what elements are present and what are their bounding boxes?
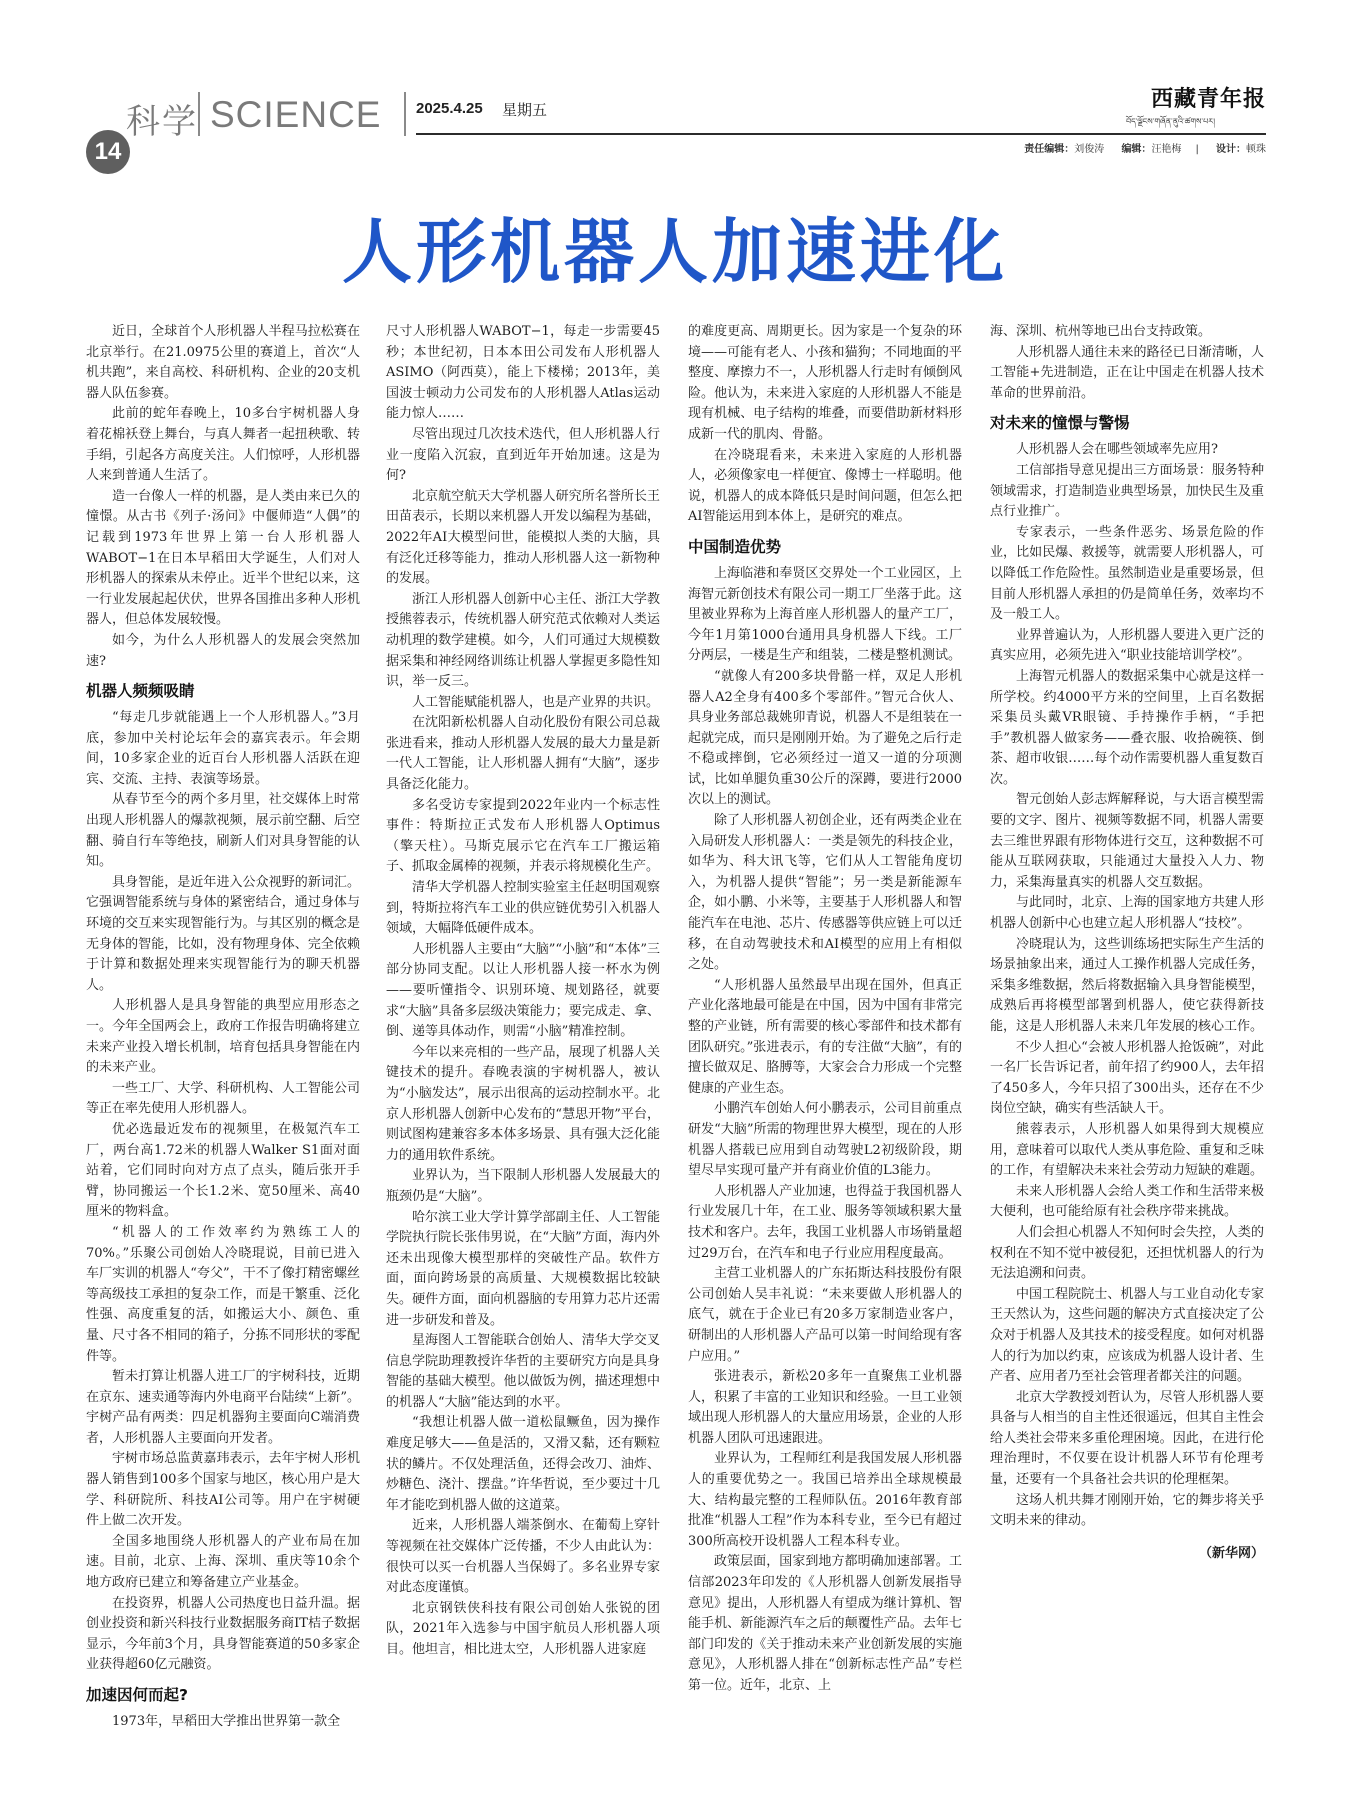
paragraph: 星海图人工智能联合创始人、清华大学交叉信息学院助理教授许华哲的主要研究方向是具身智能的基础大模型。他以做饭为例，描述理想中的机器人“大脑”能达到的水平。 xyxy=(386,1333,660,1410)
paragraph: 北京航空航天大学机器人研究所名誉所长王田苗表示，长期以来机器人开发以编程为基础，2022年AI大模型问世，能模拟人类的大脑，具有泛化迁移等能力，推动人形机器人这一新物种的发展。 xyxy=(386,488,660,587)
paragraph: 业界普遍认为，人形机器人要进入更广泛的真实应用，必须先进入“职业技能培训学校”。 xyxy=(990,627,1264,664)
paragraph: “人形机器人虽然最早出现在国外，但真正产业化落地最可能是在中国，因为中国有非常完整的产业链，所有需要的核心零部件和技术都有团队研究。”张进表示，有的专注做“大脑”，有的擅长做双足、胳膊等，大家会合力形成一个完整健康的产业生态。 xyxy=(688,977,962,1096)
subheading-why-accelerate: 加速因何而起? xyxy=(86,1686,188,1704)
paragraph: 此前的蛇年春晚上，10多台宇树机器人身着花棉袄登上舞台，与真人舞者一起扭秧歌、转手绢，引起各方高度关注。人们惊呼，人形机器人来到普通人生活了。 xyxy=(86,406,360,484)
column-3 xyxy=(688,322,962,1762)
paragraph: 近来，人形机器人端茶倒水、在葡萄上穿针等视频在社交媒体广泛传播，不少人由此认为：很快可以买一台机器人当保姆了。多名业界专家对此态度谨慎。 xyxy=(386,1518,660,1596)
newspaper-logo: 西藏青年报 xyxy=(1150,86,1266,112)
paragraph: 的难度更高、周期更长。因为家是一个复杂的环境——可能有老人、小孩和猫狗；不同地面的平整度、摩擦力不一，人形机器人行走时有倾倒风险。他认为，未来进入家庭的人形机器人不能是现有机械、电子结构的堆叠，而要借助新材料形成新一代的肌肉、骨骼。 xyxy=(688,324,962,442)
editor-label: 责任编辑： xyxy=(1024,144,1075,155)
paragraph: 上海智元机器人的数据采集中心就是这样一所学校。约4000平方米的空间里，上百名数据采集员头戴VR眼镜、手持操作手柄，“手把手”教机器人做家务——叠衣服、收拾碗筷、倒茶、超市收银……每个动作需要机器人重复数百次。 xyxy=(990,668,1264,787)
paragraph: 北京大学教授刘哲认为，尽管人形机器人要具备与人相当的自主性还很遥远，但其自主性会给人类社会带来多重伦理困境。因此，在进行伦理治理时，不仅要在设计机器人环节有伦理考量，还要有一个具备社会共识的伦理框架。 xyxy=(990,1389,1264,1488)
paragraph: 未来人形机器人会给人类工作和生活带来极大便利，也可能给原有社会秩序带来挑战。 xyxy=(990,1183,1264,1220)
issue-weekday: 星期五 xyxy=(502,101,548,119)
paragraph: 多名受访专家提到2022年业内一个标志性事件：特斯拉正式发布人形机器人Optimus（擎天柱）。马斯克展示它在汽车工厂搬运箱子、抓取金属棒的视频，并表示将规模化生产。 xyxy=(386,797,660,875)
paragraph: 浙江人形机器人创新中心主任、浙江大学教授熊蓉表示，传统机器人研究范式依赖对人类运动机理的数学建模。如今，人们可通过大规模数据采集和神经网络训练让机器人掌握更多隐性知识，举一反三。 xyxy=(386,591,660,690)
paragraph: 不少人担心“会被人形机器人抢饭碗”，对此一名厂长告诉记者，前年招了约900人，去年招了450多人，今年只招了300出头，还存在不少岗位空缺，确实有些活缺人干。 xyxy=(990,1039,1264,1117)
section-divider xyxy=(198,92,200,136)
paragraph: “就像人有200多块骨骼一样，双足人形机器人A2全身有400多个零部件。”智元合伙人、具身业务部总裁姚卯青说，机器人不是组装在一起就完成，而只是刚刚开始。为了避免之后行走不稳或摔倒，它必须经过一道又一道的分项测试，比如单腿负重30公斤的深蹲，要进行2000次以上的测试。 xyxy=(688,668,962,808)
subheading-robots-catch-eye: 机器人频频吸睛 xyxy=(86,682,195,701)
paragraph: 业界认为，当下限制人形机器人发展最大的瓶颈仍是“大脑”。 xyxy=(386,1168,660,1204)
paragraph: 在沈阳新松机器人自动化股份有限公司总裁张进看来，推动人形机器人发展的最大力量是新一代人工智能，让人形机器人拥有“大脑”，逐步具备泛化能力。 xyxy=(386,715,660,793)
subheading-china-manufacturing: 中国制造优势 xyxy=(688,537,782,556)
paragraph: 优必选最近发布的视频里，在极氪汽车工厂，两台高1.72米的机器人Walker S1面对面站着，它们同时向对方点了点头，随后张开手臂，协同搬运一个长1.2米、宽50厘米、高40厘米的物料盒。 xyxy=(86,1121,360,1220)
paragraph: 尽管出现过几次技术迭代，但人形机器人行业一度陷入沉寂，直到近年开始加速。这是为何? xyxy=(386,426,660,484)
paragraph: 业界认为，工程师红利是我国发展人形机器人的重要优势之一。我国已培养出全球规模最大、结构最完整的工程师队伍。2016年教育部批准“机器人工程”作为本科专业，至今已有超过300所高校开设机器人工程本科专业。 xyxy=(688,1451,962,1549)
section-title-cn: 科学 xyxy=(126,102,198,142)
paragraph: 政策层面，国家到地方都明确加速部署。工信部2023年印发的《人形机器人创新发展指导意见》提出，人形机器人有望成为继计算机、智能手机、新能源汽车之后的颠覆性产品。去年七部门印发的《关于推动未来产业创新发展的实施意见》，人形机器人排在“创新标志性产品”专栏第一位。近年，北京、上 xyxy=(688,1554,962,1693)
article-headline: 人形机器人加速进化 xyxy=(342,211,1008,293)
paragraph: 清华大学机器人控制实验室主任赵明国观察到，特斯拉将汽车工业的供应链优势引入机器人领域，大幅降低硬件成本。 xyxy=(386,880,660,937)
paragraph: 中国工程院院士、机器人与工业自动化专家王天然认为，这些问题的解决方式直接决定了公众对于机器人及其技术的接受程度。如何对机器人的行为加以约束，应该成为机器人设计者、生产者、应用者乃至社会管理者都关注的问题。 xyxy=(990,1286,1264,1385)
newspaper-logo-tibetan: བོད་ལྗོངས་གཞོན་ནུའི་ཚགས་པར། xyxy=(1126,117,1215,126)
paragraph: 人形机器人产业加速，也得益于我国机器人行业发展几十年，在工业、服务等领域积累大量技术和客户。去年，我国工业机器人市场销量超过29万台，在汽车和电子行业应用程度最高。 xyxy=(688,1183,962,1261)
paragraph: “我想让机器人做一道松鼠鳜鱼，因为操作难度足够大——鱼是活的，又滑又黏，还有颗粒状的鳞片。不仅处理活鱼，还得会改刀、油炸、炒糖色、浇汁、摆盘。”许华哲说，至少要过十几年才能吃到机器人做的这道菜。 xyxy=(386,1415,660,1513)
issue-date: 2025.4.25 xyxy=(416,100,483,117)
article-source: （新华网） xyxy=(1198,1545,1264,1561)
paragraph: 尺寸人形机器人WABOT−1，每走一步需要45秒；本世纪初，日本本田公司发布人形机器人ASIMO（阿西莫），能上下楼梯；2013年，美国波士顿动力公司发布的人形机器人Atlas运动能力惊人…… xyxy=(386,324,660,422)
editor2-name: 汪艳梅 xyxy=(1151,144,1182,155)
designer-name: 顿珠 xyxy=(1246,144,1266,155)
paragraph: 一些工厂、大学、科研机构、人工智能公司等正在率先使用人形机器人。 xyxy=(86,1080,360,1117)
design-label: 设计： xyxy=(1216,144,1246,155)
column-1 xyxy=(86,322,360,1762)
paragraph: “机器人的工作效率约为熟练工人的70%。”乐聚公司创始人冷晓琨说，目前已进入车厂实训的机器人“夸父”，干不了像打精密螺丝等高级技工承担的复杂工作，而是干繁重、泛化性强、高度重复的活，如搬运大小、颜色、重量、尺寸各不相同的箱子，分拣不同形状的零配件等。 xyxy=(86,1224,360,1364)
masthead xyxy=(86,86,1266,166)
page-number-badge: 14 xyxy=(86,130,130,174)
paragraph: 冷晓琨认为，这些训练场把实际生产生活的场景抽象出来，通过人工操作机器人完成任务，采集多维数据，然后将数据输入具身智能模型，成熟后再将模型部署到机器人，使它获得新技能，这是人形机器人未来几年发展的核心工作。 xyxy=(990,936,1264,1034)
paragraph: 哈尔滨工业大学计算学部副主任、人工智能学院执行院长张伟男说，在“大脑”方面，海内外还未出现像大模型那样的突破性产品。软件方面，面向跨场景的高质量、大规模数据比较缺失。硬件方面，面向机器脑的专用算力芯片还需进一步研发和普及。 xyxy=(386,1209,660,1328)
paragraph: 人形机器人通往未来的路径已日渐清晰，人工智能+先进制造，正在让中国走在机器人技术革命的世界前沿。 xyxy=(990,344,1264,401)
paragraph: 人工智能赋能机器人，也是产业界的共识。 xyxy=(412,694,660,710)
paragraph: 海、深圳、杭州等地已出台支持政策。 xyxy=(990,324,1212,339)
paragraph: 1973年，早稻田大学推出世界第一款全 xyxy=(112,1714,341,1729)
paragraph: 除了人形机器人初创企业，还有两类企业在入局研发人形机器人：一类是领先的科技企业，如华为、科大讯飞等，它们从人工智能角度切入，为机器人提供“智能”；另一类是新能源车企，如小鹏、小米等，主要基于人形机器人和智能汽车在电池、芯片、传感器等供应链上可以迁移，在自动驾驶技术和AI模型的应用上有相似之处。 xyxy=(688,813,962,973)
paragraph: 人形机器人会在哪些领域率先应用? xyxy=(1016,442,1218,458)
paragraph: 具身智能，是近年进入公众视野的新词汇。它强调智能系统与身体的紧密结合，通过身体与环境的交互来实现智能行为。与其区别的概念是无身体的智能，比如，没有物理身体、完全依赖于计算和数据处理来实现智能行为的聊天机器人。 xyxy=(86,874,360,993)
paragraph: 北京钢铁侠科技有限公司创始人张锐的团队，2021年入选参与中国宇航员人形机器人项目。他坦言，相比进太空，人形机器人进家庭 xyxy=(386,1600,660,1657)
paragraph: 人形机器人是具身智能的典型应用形态之一。今年全国两会上，政府工作报告明确将建立未来产业投入增长机制，培育包括具身智能在内的未来产业。 xyxy=(86,998,360,1076)
paragraph: 上海临港和奉贤区交界处一个工业园区，上海智元新创技术有限公司一期工厂坐落于此。这里被业界称为上海首座人形机器人的量产工厂，今年1月第1000台通用具身机器人下线。工厂分两层，一楼是生产和组装，二楼是整机测试。 xyxy=(688,565,962,664)
paragraph: 人形机器人主要由“大脑”“小脑”和“本体”三部分协同支配。以让人形机器人接一杯水为例——要听懂指令、识别环境、规划路径，就要求“大脑”具备多层级决策能力；要完成走、拿、倒、递等具体动作，则需“小脑”精准控制。 xyxy=(386,941,660,1040)
paragraph: 全国多地围绕人形机器人的产业布局在加速。目前，北京、上海、深圳、重庆等10余个地方政府已建立和筹备建立产业基金。 xyxy=(86,1533,360,1591)
paragraph: 与此同时，北京、上海的国家地方共建人形机器人创新中心也建立起人形机器人“技校”。 xyxy=(990,895,1264,932)
paragraph: 今年以来亮相的一些产品，展现了机器人关键技术的提升。春晚表演的宇树机器人，被认为“小脑发达”，展示出很高的运动控制水平。北京人形机器人创新中心发布的“慧思开物”平台，则试图构建兼容多本体多场景、具有强大泛化能力的通用软件系统。 xyxy=(386,1044,660,1163)
paragraph: 人们会担心机器人不知何时会失控，人类的权利在不知不觉中被侵犯，还担忧机器人的行为无法追溯和问责。 xyxy=(990,1224,1264,1282)
paragraph: 智元创始人彭志辉解释说，与大语言模型需要的文字、图片、视频等数据不同，机器人需要去三维世界跟有形物体进行交互，这种数据不可能从互联网获取，只能通过大量投入人力、物力，采集海量真实的机器人交互数据。 xyxy=(990,792,1264,890)
editor2-label: 编辑： xyxy=(1121,144,1152,155)
paragraph: 这场人机共舞才刚刚开始，它的舞步将关乎文明未来的律动。 xyxy=(990,1492,1264,1529)
paragraph: 熊蓉表示，人形机器人如果得到大规模应用，意味着可以取代人类从事危险、重复和乏味的工作，有望解决未来社会劳动力短缺的难题。 xyxy=(990,1121,1264,1179)
paragraph: “每走几步就能遇上一个人形机器人。”3月底，参加中关村论坛年会的嘉宾表示。年会期间，10多家企业的近百台人形机器人活跃在迎宾、交流、主持、表演等场景。 xyxy=(86,710,360,787)
section-title-en: SCIENCE xyxy=(210,94,382,135)
paragraph: 暂未打算让机器人进工厂的宇树科技，近期在京东、速卖通等海内外电商平台陆续“上新”。宇树产品有两类：四足机器狗主要面向C端消费者，人形机器人主要面向开发者。 xyxy=(86,1369,360,1446)
paragraph: 造一台像人一样的机器，是人类由来已久的憧憬。从古书《列子·汤问》中偃师造“人偶”的记载到1973年世界上第一台人形机器人WABOT−1在日本早稻田大学诞生，人们对人形机器人的探索从未停止。近半个世纪以来，这一行业发展起起伏伏，世界各国推出多种人形机器人，但总体发展较慢。 xyxy=(86,488,360,628)
paragraph: 从春节至今的两个多月里，社交媒体上时常出现人形机器人的爆款视频，展示前空翻、后空翻、骑自行车等绝技，刷新人们对具身智能的认知。 xyxy=(86,792,360,870)
article-body xyxy=(86,322,1266,1762)
paragraph: 主营工业机器人的广东拓斯达科技股份有限公司创始人吴丰礼说：“未来要做人形机器人的底气，就在于企业已有20多万家制造业客户，研制出的人形机器人产品可以第一时间给现有客户应用。” xyxy=(688,1266,962,1364)
paragraph: 如今，为什么人形机器人的发展会突然加速? xyxy=(86,632,360,669)
header-rule xyxy=(416,133,1266,135)
paragraph: 小鹏汽车创始人何小鹏表示，公司目前重点研发“大脑”所需的物理世界大模型，现在的人形机器人搭载已应用到自动驾驶L2初级阶段，期望尽早实现可量产并有商业价值的L3能力。 xyxy=(688,1101,962,1179)
section-divider-right xyxy=(404,92,406,136)
paragraph: 专家表示，一些条件恶劣、场景危险的作业，比如民爆、救援等，就需要人形机器人，可以降低工作危险性。虽然制造业是重要场景，但目前人形机器人承担的仍是简单任务，效率均不及一般工人。 xyxy=(990,524,1264,623)
subheading-future-hopes: 对未来的憧憬与警惕 xyxy=(990,414,1130,433)
paragraph: 张进表示，新松20多年一直聚焦工业机器人，积累了丰富的工业知识和经验。一旦工业领域出现人形机器人的大量应用场景，企业的人形机器人团队可迅速跟进。 xyxy=(688,1369,962,1446)
paragraph: 在冷晓琨看来，未来进入家庭的人形机器人，必须像家电一样便宜、像博士一样聪明。他说，机器人的成本降低只是时间问题，但怎么把AI智能运用到本体上，是研究的难点。 xyxy=(688,447,962,525)
paragraph: 工信部指导意见提出三方面场景：服务特种领域需求，打造制造业典型场景，加快民生及重点行业推广。 xyxy=(990,462,1264,520)
column-2 xyxy=(386,322,660,1762)
paragraph: 近日，全球首个人形机器人半程马拉松赛在北京举行。在21.0975公里的赛道上，首次“人机共跑”，来自高校、科研机构、企业的20支机器人队伍参赛。 xyxy=(86,324,360,401)
editor-credits: 责任编辑：刘俊涛 编辑：汪艳梅 | 设计：顿珠 xyxy=(1024,144,1266,155)
column-4 xyxy=(990,322,1264,1762)
paragraph: 在投资界，机器人公司热度也日益升温。据创业投资和新兴科技行业数据服务商IT桔子数据显示，今年前3个月，具身智能赛道的50多家企业获得超60亿元融资。 xyxy=(86,1595,360,1673)
paragraph: 宇树市场总监黄嘉玮表示，去年宇树人形机器人销售到100多个国家与地区，核心用户是大学、科研院所、科技AI公司等。用户在宇树硬件上做二次开发。 xyxy=(86,1451,360,1529)
editor-name: 刘俊涛 xyxy=(1074,144,1105,155)
